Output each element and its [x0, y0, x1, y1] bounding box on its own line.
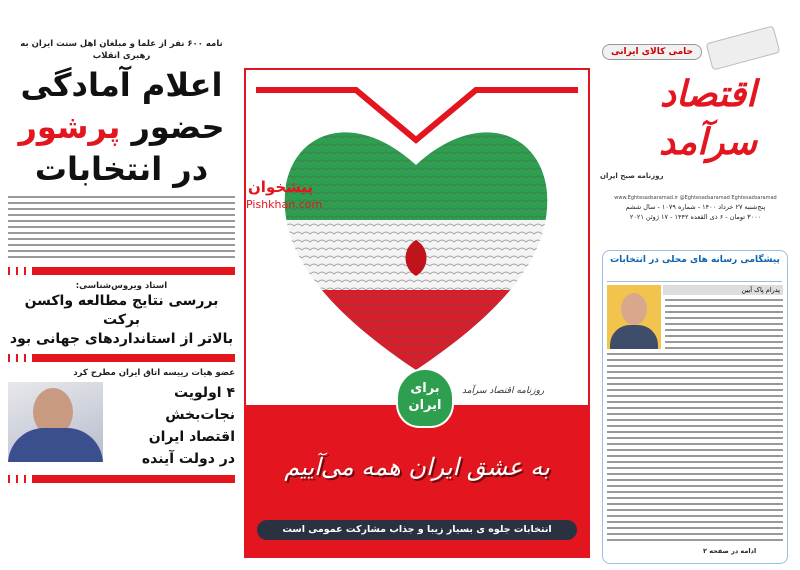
column-title: پیشگامی رسانه های محلی در انتخابات: [610, 255, 780, 265]
opinion-column[interactable]: [602, 250, 788, 564]
lead-line3: در انتخابات: [34, 150, 209, 188]
column-text: [665, 299, 783, 349]
lead-line2-black: حضور: [131, 108, 225, 146]
lead-headline[interactable]: [8, 64, 235, 190]
story3-line2: اقتصاد ایران: [148, 429, 235, 445]
story2-line1: بررسی نتایج مطالعه واکسن برکت: [24, 293, 219, 328]
feature-panel: [244, 68, 590, 558]
story2-kicker: استاد ویروس‌شناسی:: [75, 281, 168, 291]
lead-line2: [8, 106, 235, 148]
left-column: [8, 38, 235, 488]
story3-kicker: عضو هیات رییسه اتاق ایران مطرح کرد: [73, 368, 235, 378]
lead-line1: اعلام آمادگی: [20, 66, 223, 104]
mask-icon: [706, 25, 781, 70]
column-text: [607, 353, 783, 543]
issue-line1: پنج‌شنبه ۲۷ خرداد ۱۴۰۰ - شماره ۱۰۷۹ - سال ششم: [625, 203, 766, 211]
masthead-slogan: حامی کالای ایرانی: [602, 44, 702, 60]
publisher-label: روزنامه اقتصاد سرآمد: [462, 386, 545, 396]
story3-headline[interactable]: [107, 382, 235, 470]
fingerprint-heart-flag: [246, 70, 588, 400]
story2-line2: بالاتر از استانداردهای جهانی بود: [9, 331, 234, 347]
author-photo: [607, 285, 661, 349]
column-author: پدرام پاک آیین: [663, 285, 783, 295]
masthead[interactable]: [598, 30, 793, 190]
lead-line2-red: پرشور: [18, 108, 121, 146]
masthead-title: اقتصاد سرآمد: [658, 73, 758, 163]
badge-line1: برای: [410, 381, 440, 396]
banner-subline: انتخابات جلوه ی بسیار زیبا و جذاب مشارکت عمومی است: [257, 520, 577, 540]
for-iran-badge: [396, 368, 454, 428]
lead-kicker: نامه ۶۰۰ نفر از علما و مبلغان اهل سنت ایران به رهبری انقلاب: [20, 39, 223, 61]
story3-photo: [8, 382, 103, 462]
continued-link[interactable]: ادامه در صفحه ۲: [703, 547, 757, 555]
issue-line2: ۳۰۰۰ تومان - ۶ ذی القعده ۱۴۴۲ - ۱۷ ژوئن ۲۰۲۱: [629, 213, 762, 221]
lead-body-text: [8, 196, 235, 262]
page-ref-bar[interactable]: [8, 475, 235, 483]
social-links[interactable]: www.Eghtesadsaramad.ir @Eghtesadsaramad Eghtesadsaramad: [614, 195, 777, 201]
badge-line2: ایران: [408, 398, 442, 413]
story2-headline[interactable]: [8, 292, 235, 349]
watermark-url: Pishkhan.com: [246, 198, 323, 211]
divider: [607, 281, 782, 282]
page-ref-bar[interactable]: [8, 267, 235, 275]
watermark-logo: پیشخوان: [248, 178, 314, 196]
issue-info: [598, 194, 793, 222]
masthead-tagline: روزنامه صبح ایران: [600, 172, 664, 180]
story3-line1: ۴ اولویت نجات‌بخش: [165, 385, 235, 423]
banner-headline: به عشق ایران همه می‌آییم: [284, 453, 550, 481]
story3-row: [8, 382, 235, 470]
page-ref-bar[interactable]: [8, 354, 235, 362]
story3-line3: در دولت آینده: [141, 451, 235, 467]
